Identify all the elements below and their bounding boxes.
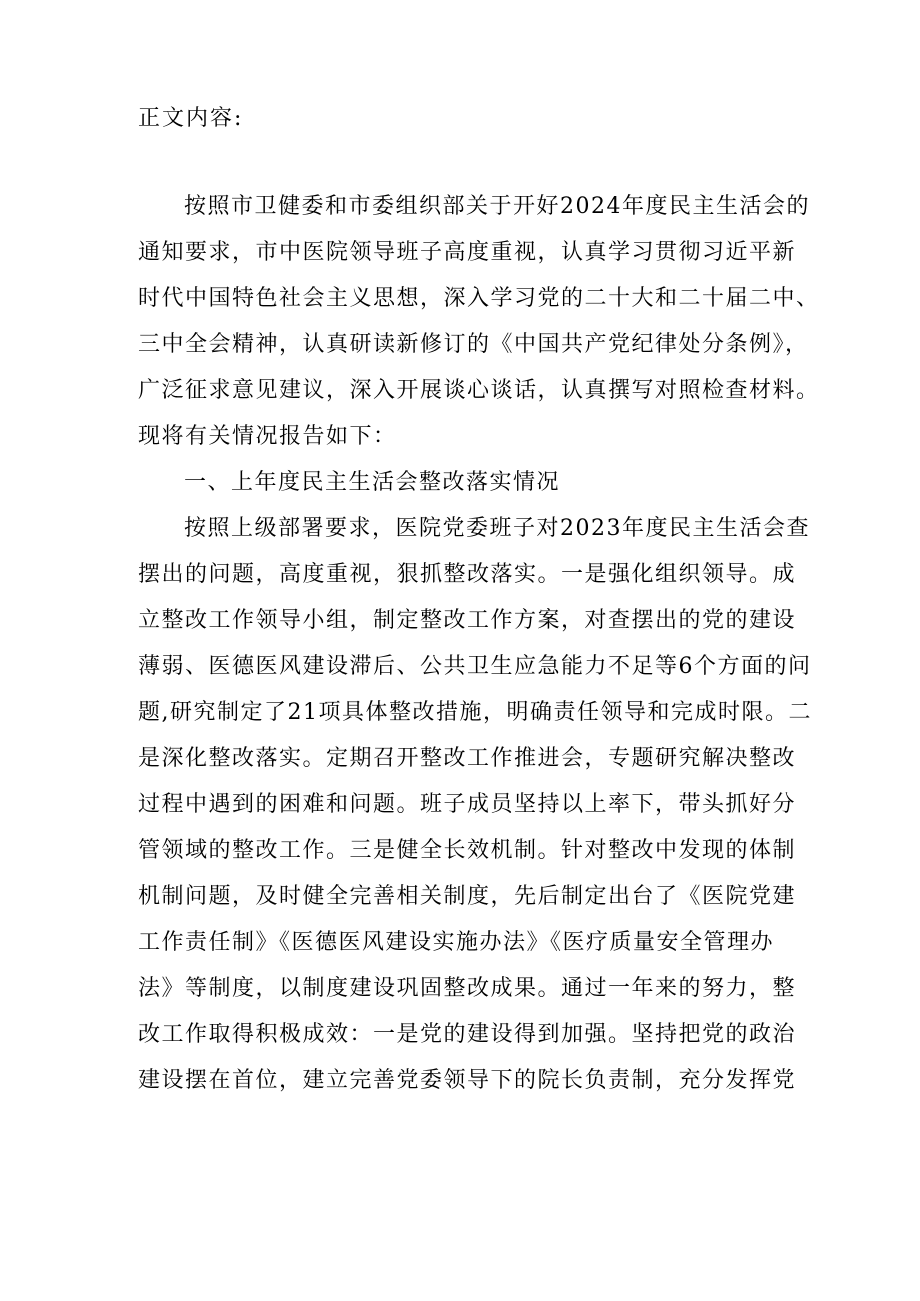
paragraph-2-line-1: 按照上级部署要求，医院党委班子对2023年度民主生活会查: [184, 516, 810, 541]
paragraph-2-line-2: 摆出的问题，高度重视，狠抓整改落实。一是强化组织领导。成: [138, 562, 797, 587]
paragraph-1-line-5: 广泛征求意见建议，深入开展谈心谈话，认真撰写对照检查材料。: [138, 378, 820, 403]
paragraph-2-line-11: 法》等制度，以制度建设巩固整改成果。通过一年来的努力，整: [138, 976, 797, 1001]
paragraph-1-line-3: 时代中国特色社会主义思想，深入学习党的二十大和二十届二中、: [138, 286, 820, 311]
section-heading: 一、上年度民主生活会整改落实情况: [184, 470, 561, 495]
paragraph-1-line-6: 现将有关情况报告如下：: [138, 424, 397, 449]
paragraph-2-line-7: 过程中遇到的困难和问题。班子成员坚持以上率下，带头抓好分: [138, 792, 797, 817]
paragraph-2-line-8: 管领域的整改工作。三是健全长效机制。针对整改中发现的体制: [138, 838, 797, 863]
paragraph-2-line-5: 题,研究制定了21项具体整改措施，明确责任领导和完成时限。二: [138, 700, 812, 725]
paragraph-2-line-3: 立整改工作领导小组，制定整改工作方案，对查摆出的党的建设: [138, 608, 797, 633]
paragraph-1-line-2: 通知要求，市中医院领导班子高度重视，认真学习贯彻习近平新: [138, 240, 797, 265]
content-label: 正文内容:: [138, 106, 244, 131]
paragraph-2-line-9: 机制问题，及时健全完善相关制度，先后制定出台了《医院党建: [138, 884, 797, 909]
body-text: [138, 184, 820, 1104]
paragraph-2-line-4: 薄弱、医德医风建设滞后、公共卫生应急能力不足等6个方面的问: [138, 654, 812, 679]
paragraph-1-line-1: 按照市卫健委和市委组织部关于开好2024年度民主生活会的: [184, 194, 810, 219]
paragraph-1-line-4: 三中全会精神，认真研读新修订的《中国共产党纪律处分条例》，: [138, 332, 809, 357]
paragraph-2-line-12: 改工作取得积极成效：一是党的建设得到加强。坚持把党的政治: [138, 1022, 797, 1047]
paragraph-2-line-10: 工作责任制》《医德医风建设实施办法》《医疗质量安全管理办: [138, 930, 775, 955]
paragraph-2-line-13: 建设摆在首位，建立完善党委领导下的院长负责制，充分发挥党: [138, 1068, 797, 1093]
paragraph-2-line-6: 是深化整改落实。定期召开整改工作推进会，专题研究解决整改: [138, 746, 797, 771]
